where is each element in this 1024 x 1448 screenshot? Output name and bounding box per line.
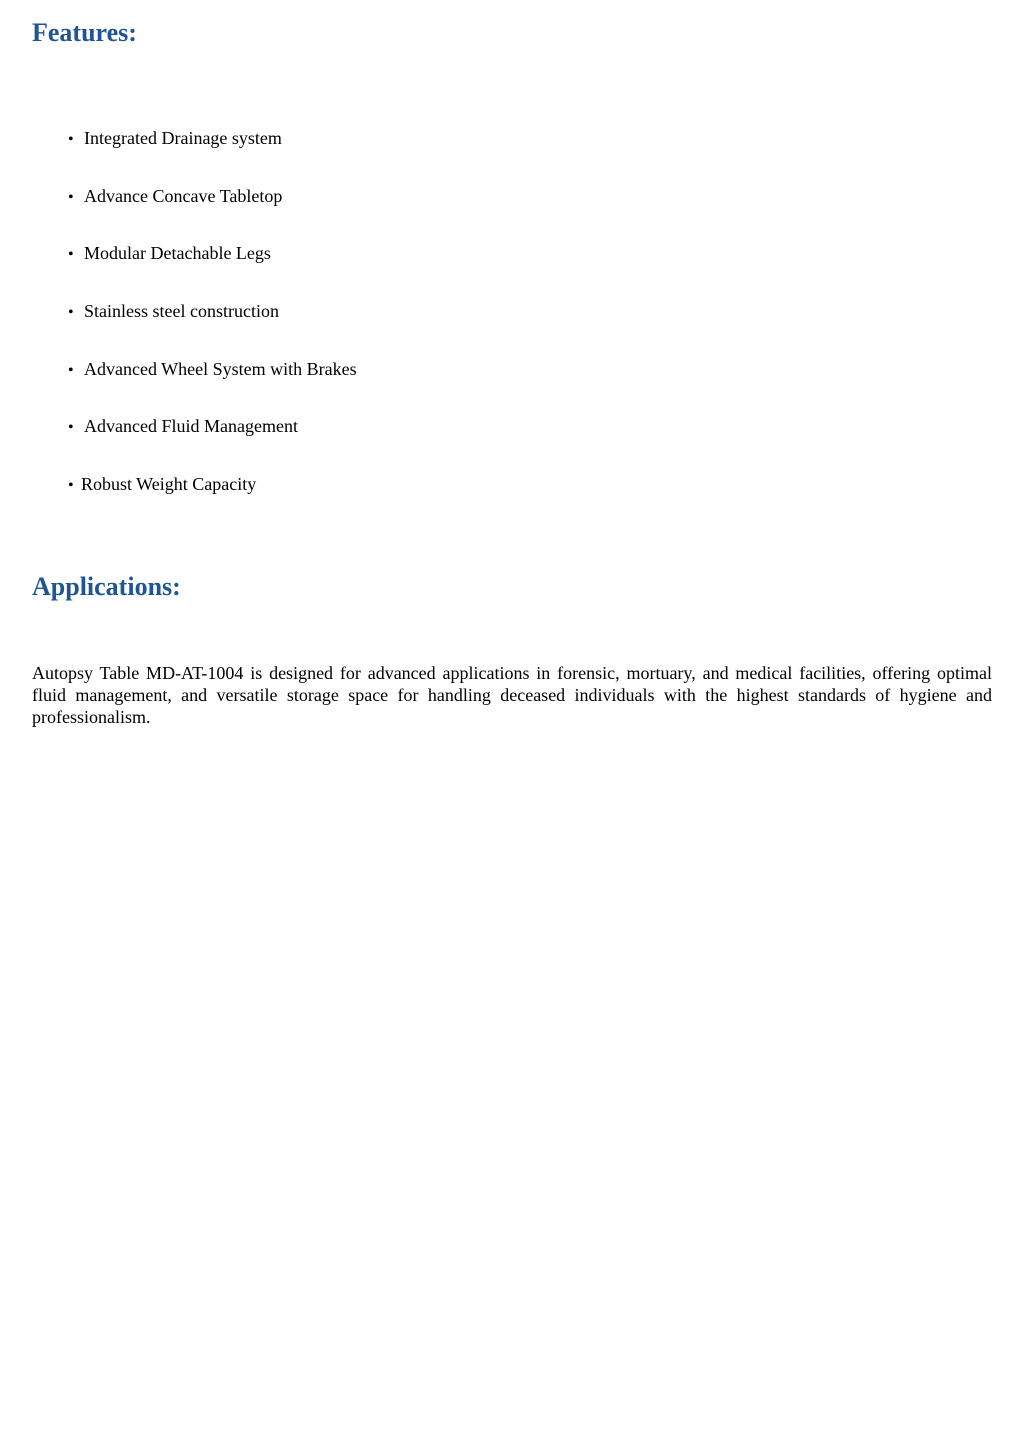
bullet-icon: • (68, 304, 74, 322)
feature-label: Advanced Fluid Management (84, 416, 298, 437)
feature-item (68, 126, 357, 184)
features-list (68, 126, 357, 530)
feature-item (68, 299, 357, 357)
applications-heading: Applications: (32, 572, 181, 601)
feature-label: Modular Detachable Legs (84, 243, 271, 264)
feature-label: Advance Concave Tabletop (84, 185, 283, 206)
bullet-icon: • (68, 131, 74, 148)
features-heading: Features: (32, 18, 137, 47)
bullet-icon: • (68, 477, 74, 495)
feature-item (68, 184, 357, 242)
feature-label: Robust Weight Capacity (81, 474, 257, 495)
feature-item (68, 241, 357, 299)
feature-label: Integrated Drainage system (84, 128, 282, 148)
applications-paragraph: Autopsy Table MD-AT-1004 is designed for advanced applications in forensic, mortuary, and medical facilities, offering optimal fluid management, and versatile storage space for handling deceased individuals with the highest standards of hygiene and professionalism. (32, 663, 992, 727)
feature-item (68, 472, 357, 530)
bullet-icon: • (68, 246, 74, 264)
feature-item (68, 357, 357, 415)
feature-label: Stainless steel construction (84, 301, 279, 322)
feature-label: Advanced Wheel System with Brakes (84, 358, 357, 379)
bullet-icon: • (68, 419, 74, 437)
bullet-icon: • (68, 188, 74, 206)
feature-item (68, 414, 357, 472)
bullet-icon: • (68, 361, 74, 379)
